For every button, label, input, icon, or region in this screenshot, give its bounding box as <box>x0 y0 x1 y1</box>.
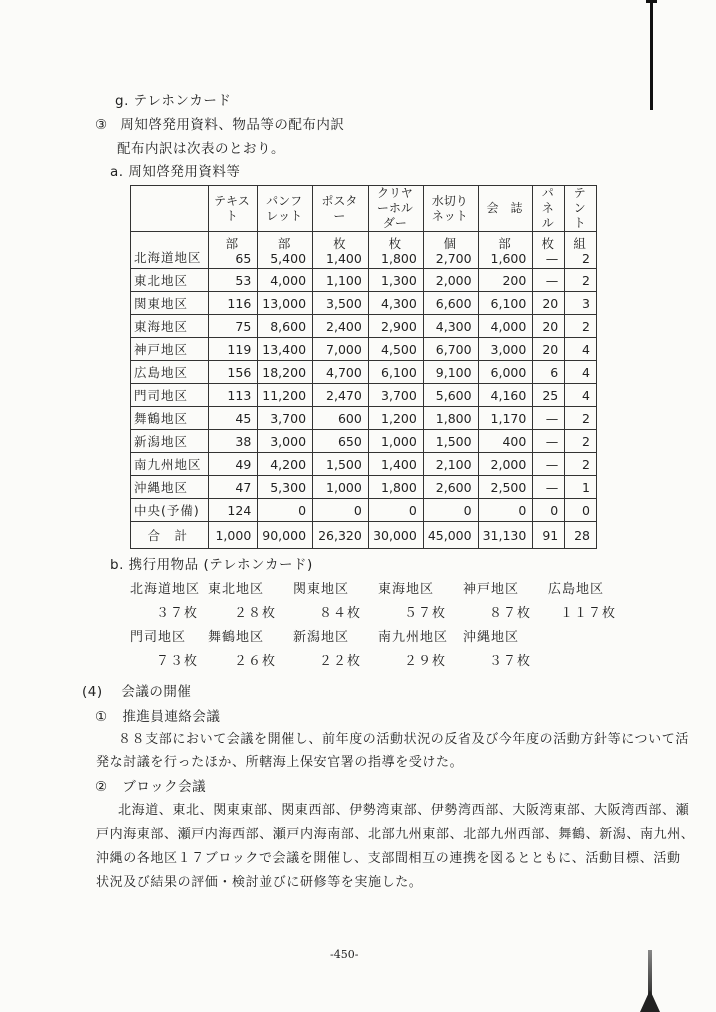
table-cell: 3,000 <box>258 430 313 453</box>
table-cell: 1,800 <box>423 407 478 430</box>
table-cell: 0 <box>368 499 423 522</box>
table-header-row <box>131 186 597 232</box>
table-cell: 2,400 <box>313 315 369 338</box>
total-cell: 26,320 <box>313 522 369 549</box>
table-cell: 4 <box>565 384 597 407</box>
table-cell: 119 <box>208 338 258 361</box>
region-name: 関東地区 <box>131 292 209 315</box>
section-4-number: (4) <box>82 684 103 700</box>
tc-region: 門司地区 <box>130 630 187 645</box>
heading-g: g. テレホンカード <box>115 93 232 109</box>
tc-count: ５７枚 <box>403 606 446 621</box>
table-cell: 6,100 <box>478 292 533 315</box>
table-cell: 47 <box>208 476 258 499</box>
distribution-note: 配布内訳は次表のとおり。 <box>117 141 285 157</box>
table-cell: 600 <box>313 407 369 430</box>
table-row <box>131 407 597 430</box>
table-cell: 1,300 <box>368 269 423 292</box>
table-cell: 組 2 <box>565 232 597 269</box>
item-2-line-1: 北海道、東北、関東東部、関東西部、伊勢湾東部、伊勢湾西部、大阪湾東部、大阪湾西部、瀬 <box>118 803 690 818</box>
table-cell: 156 <box>208 361 258 384</box>
subsection-a-heading: a. 周知啓発用資料等 <box>110 164 241 180</box>
total-label: 合 計 <box>131 522 209 549</box>
section-4-title: 会議の開催 <box>121 684 192 700</box>
tc-count: １１７枚 <box>559 606 616 621</box>
table-cell: 6,100 <box>368 361 423 384</box>
header-tent: テント <box>565 186 597 232</box>
table-cell: — <box>533 476 565 499</box>
table-cell: 2,500 <box>478 476 533 499</box>
tc-region: 沖縄地区 <box>463 630 520 645</box>
table-cell: 2 <box>565 407 597 430</box>
table-cell: 2,000 <box>423 269 478 292</box>
region-name: 舞鶴地区 <box>131 407 209 430</box>
table-cell: 7,000 <box>313 338 369 361</box>
region-name: 新潟地区 <box>131 430 209 453</box>
item-1-title: 推進員連絡会議 <box>122 709 221 725</box>
header-sink-net: 水切りネット <box>423 186 478 232</box>
subsection-b-heading: b. 携行用物品 (テレホンカード) <box>110 557 313 573</box>
table-cell: 2,000 <box>478 453 533 476</box>
tc-count: ７３枚 <box>155 654 198 669</box>
table-row <box>131 292 597 315</box>
header-journal: 会 誌 <box>478 186 533 232</box>
item-1-line-1: ８８支部において会議を開催し、前年度の活動状況の反省及び今年度の活動方針等について活 <box>118 732 689 747</box>
table-cell: 1 <box>565 476 597 499</box>
tc-count: ２８枚 <box>233 606 276 621</box>
table-cell: 1,500 <box>423 430 478 453</box>
table-row <box>131 338 597 361</box>
table-cell: — <box>533 453 565 476</box>
table-total-row <box>131 522 597 549</box>
header-poster: ポスター <box>313 186 369 232</box>
total-cell: 90,000 <box>258 522 313 549</box>
table-cell: 45 <box>208 407 258 430</box>
tc-region: 神戸地区 <box>463 582 520 597</box>
table-cell: 4,200 <box>258 453 313 476</box>
tc-region: 広島地区 <box>548 582 605 597</box>
item-2-line-3: 沖縄の各地区１７ブロックで会議を開催し、支部間相互の連携を図るとともに、活動目標、活動 <box>96 851 681 866</box>
table-cell: 3,000 <box>478 338 533 361</box>
tc-count: ８４枚 <box>318 606 361 621</box>
binding-mark-tip <box>640 990 660 1012</box>
table-cell: 8,600 <box>258 315 313 338</box>
table-cell: 20 <box>533 338 565 361</box>
table-cell: 3,700 <box>368 384 423 407</box>
telephone-card-grid <box>130 578 650 668</box>
table-row <box>131 476 597 499</box>
table-row <box>131 361 597 384</box>
table-row <box>131 232 597 269</box>
table-cell: 0 <box>533 499 565 522</box>
table-row <box>131 384 597 407</box>
region-name: 東海地区 <box>131 315 209 338</box>
table-cell: 1,200 <box>368 407 423 430</box>
page-number: -450- <box>330 948 359 961</box>
table-cell: 枚 — <box>533 232 565 269</box>
table-row <box>131 315 597 338</box>
table-cell: 5,600 <box>423 384 478 407</box>
binding-mark-top <box>650 0 653 110</box>
section-3-heading <box>95 116 344 134</box>
table-cell: 4 <box>565 338 597 361</box>
table-cell: 200 <box>478 269 533 292</box>
total-cell: 45,000 <box>423 522 478 549</box>
table-cell: 1,170 <box>478 407 533 430</box>
item-2-line-4: 状況及び結果の評価・検討並びに研修等を実施した。 <box>96 875 423 890</box>
header-clear-holder: クリヤーホルダー <box>368 186 423 232</box>
table-cell: 400 <box>478 430 533 453</box>
section-3-title: 周知啓発用資料、物品等の配布内訳 <box>120 117 345 133</box>
item-1-heading <box>95 708 220 726</box>
table-cell: 3 <box>565 292 597 315</box>
tc-region: 東北地区 <box>208 582 265 597</box>
item-1-number: ① <box>95 709 108 725</box>
table-cell: 4,000 <box>478 315 533 338</box>
table-cell: 20 <box>533 292 565 315</box>
region-name: 東北地区 <box>131 269 209 292</box>
table-cell: — <box>533 407 565 430</box>
table-cell: 38 <box>208 430 258 453</box>
table-cell: 9,100 <box>423 361 478 384</box>
table-cell: 6,700 <box>423 338 478 361</box>
table-cell: 4,300 <box>423 315 478 338</box>
table-cell: 2,600 <box>423 476 478 499</box>
item-2-number: ② <box>95 779 108 795</box>
table-cell: 0 <box>423 499 478 522</box>
table-cell: 2 <box>565 269 597 292</box>
table-cell: 18,200 <box>258 361 313 384</box>
table-cell: 1,800 <box>368 476 423 499</box>
table-cell: 6,000 <box>478 361 533 384</box>
table-cell: 4 <box>565 361 597 384</box>
table-row <box>131 430 597 453</box>
table-cell: 0 <box>313 499 369 522</box>
table-cell: 4,000 <box>258 269 313 292</box>
section-4-heading <box>82 683 191 701</box>
table-cell: 2,100 <box>423 453 478 476</box>
table-cell: 25 <box>533 384 565 407</box>
region-name: 沖縄地区 <box>131 476 209 499</box>
table-cell: — <box>533 269 565 292</box>
tc-count: ８７枚 <box>488 606 531 621</box>
table-cell: 個 2,700 <box>423 232 478 269</box>
table-cell: 53 <box>208 269 258 292</box>
table-cell: 5,300 <box>258 476 313 499</box>
header-panel: パネル <box>533 186 565 232</box>
table-row <box>131 269 597 292</box>
region-name: 広島地区 <box>131 361 209 384</box>
region-name: 神戸地区 <box>131 338 209 361</box>
table-cell: 11,200 <box>258 384 313 407</box>
table-cell: 1,100 <box>313 269 369 292</box>
table-cell: 4,700 <box>313 361 369 384</box>
header-region <box>131 186 209 232</box>
table-cell: 枚 1,400 <box>313 232 369 269</box>
table-cell: 3,500 <box>313 292 369 315</box>
table-cell: 1,400 <box>368 453 423 476</box>
table-cell: 2 <box>565 315 597 338</box>
table-cell: 116 <box>208 292 258 315</box>
tc-region: 舞鶴地区 <box>208 630 265 645</box>
table-cell: 4,300 <box>368 292 423 315</box>
table-cell: 2,470 <box>313 384 369 407</box>
table-cell: 部 5,400 <box>258 232 313 269</box>
table-cell: 1,000 <box>368 430 423 453</box>
table-row <box>131 499 597 522</box>
total-cell: 28 <box>565 522 597 549</box>
table-cell: 13,000 <box>258 292 313 315</box>
region-name: 中央(予備) <box>131 499 209 522</box>
table-cell: 2 <box>565 453 597 476</box>
tc-count: ２６枚 <box>233 654 276 669</box>
table-cell: 4,500 <box>368 338 423 361</box>
tc-region: 新潟地区 <box>293 630 350 645</box>
table-cell: 0 <box>565 499 597 522</box>
table-cell: 1,000 <box>313 476 369 499</box>
table-cell: 124 <box>208 499 258 522</box>
tc-region: 東海地区 <box>378 582 435 597</box>
table-cell: 13,400 <box>258 338 313 361</box>
table-cell: 4,160 <box>478 384 533 407</box>
table-cell: 2,900 <box>368 315 423 338</box>
table-cell: 2 <box>565 430 597 453</box>
total-cell: 31,130 <box>478 522 533 549</box>
table-cell: 113 <box>208 384 258 407</box>
table-cell: 650 <box>313 430 369 453</box>
tc-count: ３７枚 <box>155 606 198 621</box>
region-name: 門司地区 <box>131 384 209 407</box>
item-2-title: ブロック会議 <box>122 779 207 795</box>
table-cell: 0 <box>478 499 533 522</box>
distribution-table <box>130 185 597 549</box>
table-cell: 6 <box>533 361 565 384</box>
total-cell: 1,000 <box>208 522 258 549</box>
table-cell: 49 <box>208 453 258 476</box>
table-cell: 部 1,600 <box>478 232 533 269</box>
tc-region: 北海道地区 <box>130 582 201 597</box>
table-row <box>131 453 597 476</box>
tc-count: ２９枚 <box>403 654 446 669</box>
table-cell: 部 65 <box>208 232 258 269</box>
table-cell: 1,500 <box>313 453 369 476</box>
tc-region: 南九州地区 <box>378 630 449 645</box>
total-cell: 91 <box>533 522 565 549</box>
table-cell: 0 <box>258 499 313 522</box>
region-name: 南九州地区 <box>131 453 209 476</box>
table-cell: 20 <box>533 315 565 338</box>
header-text: テキスト <box>208 186 258 232</box>
tc-count: ３７枚 <box>488 654 531 669</box>
header-pamphlet: パンフレット <box>258 186 313 232</box>
table-cell: 3,700 <box>258 407 313 430</box>
item-2-line-2: 戸内海東部、瀬戸内海西部、瀬戸内海南部、北部九州東部、北部九州西部、舞鶴、新潟、南九州、 <box>96 827 695 842</box>
table-cell: 枚 1,800 <box>368 232 423 269</box>
item-2-heading <box>95 778 206 796</box>
table-cell: 6,600 <box>423 292 478 315</box>
table-cell: — <box>533 430 565 453</box>
total-cell: 30,000 <box>368 522 423 549</box>
region-name: 北海道地区 <box>131 232 209 269</box>
item-1-line-2: 発な討議を行ったほか、所轄海上保安官署の指導を受けた。 <box>96 755 464 770</box>
table-cell: 75 <box>208 315 258 338</box>
tc-region: 関東地区 <box>293 582 350 597</box>
section-3-number: ③ <box>95 117 108 133</box>
tc-count: ２２枚 <box>318 654 361 669</box>
